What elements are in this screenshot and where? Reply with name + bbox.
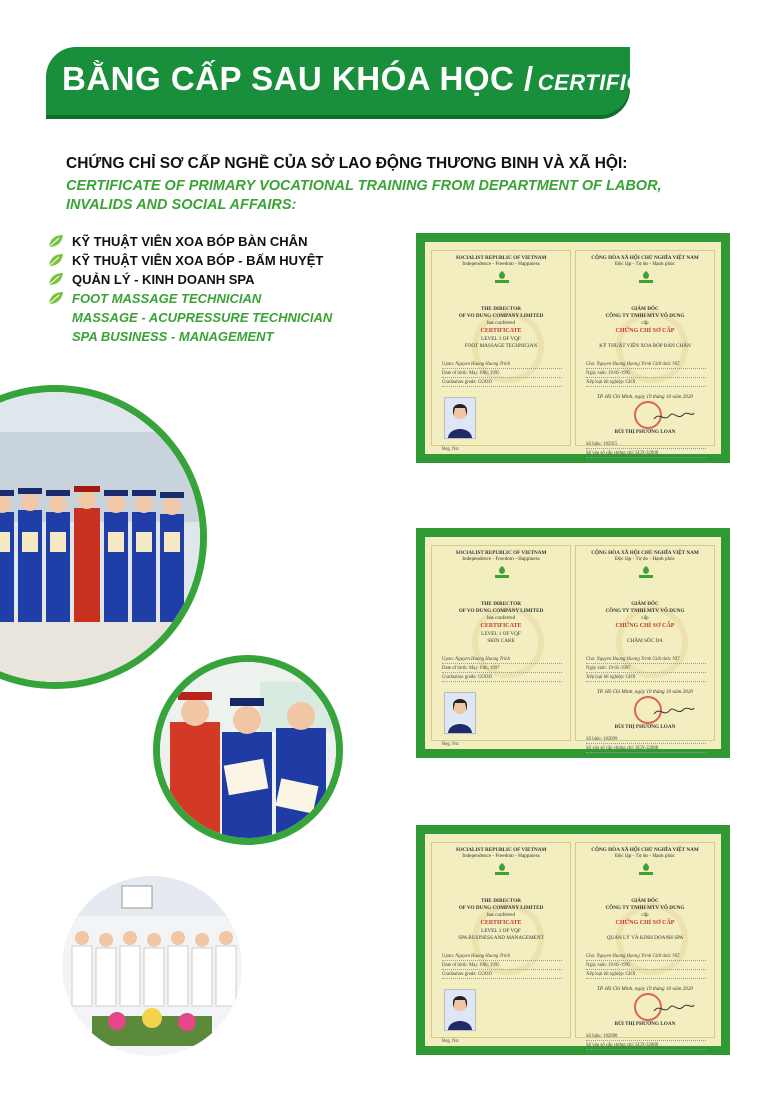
cert-director: THE DIRECTOR bbox=[480, 306, 522, 312]
cert-xep-loai: GIỎI bbox=[625, 675, 636, 680]
cert-upon-label: Upon: bbox=[442, 954, 454, 959]
graduates-holding-certificates-photo bbox=[160, 662, 336, 838]
cert-grade-label: Graduation grade: bbox=[442, 972, 477, 977]
cert-director: THE DIRECTOR bbox=[480, 601, 522, 607]
cert-xep-loai-field bbox=[586, 674, 706, 682]
cert-motto: Independence - Freedom - Happiness bbox=[462, 261, 540, 267]
list-item bbox=[48, 327, 332, 346]
cert-so-vao-so: SCN-32898 bbox=[635, 451, 659, 456]
cert-gender: NỮ bbox=[672, 657, 680, 662]
vodung-logo-icon bbox=[634, 270, 658, 284]
graduates-illustration bbox=[160, 662, 336, 838]
cert-grade-field bbox=[442, 674, 562, 682]
cert-country-vi: CỘNG HÒA XÃ HỘI CHỦ NGHĨA VIỆT NAM bbox=[591, 847, 699, 853]
cert-place-date: TP. Hồ Chí Minh, ngày 19 tháng 10 năm 2020 bbox=[596, 689, 694, 695]
cert-motto: Independence - Freedom - Happiness bbox=[462, 853, 540, 859]
cert-so-hieu: 182899 bbox=[603, 737, 618, 742]
cert-gender: NỮ bbox=[672, 362, 680, 367]
cert-so-hieu-field bbox=[586, 441, 706, 449]
signature-mark bbox=[652, 409, 696, 423]
list-item bbox=[48, 270, 332, 289]
cert-so-vao-so-field bbox=[586, 745, 706, 753]
cert-reg-field bbox=[442, 446, 562, 453]
cert-grade-label: Graduation grade: bbox=[442, 675, 477, 680]
page-title-vi: BẰNG CẤP SAU KHÓA HỌC bbox=[62, 60, 515, 97]
cert-cho-label: Cho: bbox=[586, 362, 596, 367]
cert-so-vao-so-label: Số vào sổ cấp chứng chỉ: bbox=[586, 451, 635, 456]
cert-place-date: TP. Hồ Chí Minh, ngày 19 tháng 10 năm 2020 bbox=[596, 394, 694, 400]
cert-level: LEVEL 1 OF VQF bbox=[481, 631, 521, 637]
cert-so-hieu: 182898 bbox=[603, 1034, 618, 1039]
cert-xep-loai-field bbox=[586, 379, 706, 387]
recipient-photo bbox=[444, 989, 476, 1031]
certificate-card bbox=[416, 825, 730, 1055]
cert-grade: GOOD bbox=[477, 972, 492, 977]
cert-company-vi: CÔNG TY TNHH MTV VÕ DUNG bbox=[605, 608, 685, 614]
cert-title-vi: CHỨNG CHỈ SƠ CẤP bbox=[615, 920, 675, 926]
cert-so-vao-so-label: Số vào sổ cấp chứng chỉ: bbox=[586, 746, 635, 751]
cert-cap: cấp bbox=[641, 320, 649, 326]
cert-gender-label: Giới tính: bbox=[652, 954, 672, 959]
leaf-icon bbox=[48, 253, 64, 267]
course-item-en: SPA BUSINESS - MANAGEMENT bbox=[72, 329, 274, 344]
recipient-portrait-icon bbox=[445, 693, 475, 733]
certificate-right-page bbox=[575, 250, 715, 456]
course-item-vi: QUẢN LÝ - KINH DOANH SPA bbox=[72, 272, 255, 287]
cert-so-hieu: 182915 bbox=[603, 442, 618, 447]
cert-director: THE DIRECTOR bbox=[480, 898, 522, 904]
cert-reg-label: Reg. No: bbox=[442, 742, 460, 747]
cert-conferred: has conferred bbox=[486, 320, 516, 326]
recipient-portrait-icon bbox=[445, 398, 475, 438]
cert-so-vao-so-field bbox=[586, 1042, 706, 1050]
cert-grade-label: Graduation grade: bbox=[442, 380, 477, 385]
cert-course-vi: KỸ THUẬT VIÊN XOA BÓP BÀN CHÂN bbox=[599, 343, 691, 349]
class-group-photo bbox=[62, 876, 242, 1056]
cert-company: OF VO DUNG COMPANY LIMITED bbox=[458, 905, 544, 911]
cert-so-hieu-label: Số hiệu: bbox=[586, 737, 602, 742]
signature-mark bbox=[652, 704, 696, 718]
cert-grade: GOOD bbox=[477, 380, 492, 385]
cert-cho-field bbox=[586, 361, 706, 369]
cert-gender: NỮ bbox=[672, 954, 680, 959]
vodung-logo-icon bbox=[490, 565, 514, 579]
cert-dob-vi: 19-05-1995 bbox=[608, 963, 631, 968]
cert-upon-field bbox=[442, 361, 562, 369]
vodung-logo-icon bbox=[634, 565, 658, 579]
cert-grade-field bbox=[442, 971, 562, 979]
cert-gender-label: Giới tính: bbox=[652, 657, 672, 662]
cert-cho-label: Cho: bbox=[586, 657, 596, 662]
cert-ngay-sinh-label: Ngày sinh: bbox=[586, 963, 607, 968]
cert-course-en: SPA BUSINESS AND MANAGEMENT bbox=[458, 935, 544, 941]
cert-cap: cấp bbox=[641, 912, 649, 918]
course-item-en: FOOT MASSAGE TECHNICIAN bbox=[72, 291, 262, 306]
cert-upon-field bbox=[442, 953, 562, 961]
certificate-paper bbox=[425, 834, 721, 1046]
cert-motto-vi: Độc lập - Tự do - Hạnh phúc bbox=[615, 853, 675, 859]
cert-title: CERTIFICATE bbox=[480, 623, 522, 629]
cert-dob-label: Date of birth: bbox=[442, 371, 468, 376]
cert-company: OF VO DUNG COMPANY LIMITED bbox=[458, 313, 544, 319]
vodung-logo-icon bbox=[634, 862, 658, 876]
certificate-paper bbox=[425, 242, 721, 454]
cert-so-vao-so-label: Số vào sổ cấp chứng chỉ: bbox=[586, 1043, 635, 1048]
certificate-card bbox=[416, 233, 730, 463]
cert-grade: GOOD bbox=[477, 675, 492, 680]
cert-so-vao-so-field bbox=[586, 450, 706, 458]
cert-recipient-name: Nguyen Huong Huong Trinh bbox=[455, 362, 510, 367]
cert-dob-field bbox=[442, 665, 562, 673]
signature-mark bbox=[652, 1001, 696, 1015]
cert-dob: May 19th, 1995 bbox=[469, 371, 500, 376]
certificate-left-page bbox=[431, 842, 571, 1044]
cert-dob: May 19th, 1997 bbox=[469, 666, 500, 671]
section-heading-en: CERTIFICATE OF PRIMARY VOCATIONAL TRAINING FROM DEPARTMENT OF LABOR, INVALIDS AND SOCIAL AFFAIRS: bbox=[66, 178, 662, 213]
cert-ngay-sinh-field bbox=[586, 370, 706, 378]
cert-director-vi: GIÁM ĐỐC bbox=[631, 306, 659, 312]
cert-course-en: SKIN CARE bbox=[487, 638, 515, 644]
cert-conferred: has conferred bbox=[486, 912, 516, 918]
cert-cap: cấp bbox=[641, 615, 649, 621]
leaf-icon bbox=[48, 272, 64, 286]
leaf-icon bbox=[48, 291, 64, 305]
cert-cho-field bbox=[586, 656, 706, 664]
cert-so-hieu-field bbox=[586, 736, 706, 744]
cert-dob-vi: 19-05-1995 bbox=[608, 371, 631, 376]
cert-company-vi: CÔNG TY TNHH MTV VÕ DUNG bbox=[605, 313, 685, 319]
certificate-card bbox=[416, 528, 730, 758]
certificate-left-page bbox=[431, 545, 571, 747]
cert-motto-vi: Độc lập - Tự do - Hạnh phúc bbox=[615, 261, 675, 267]
cert-cho-label: Cho: bbox=[586, 954, 596, 959]
cert-so-hieu-field bbox=[586, 1033, 706, 1041]
cert-recipient-name: Nguyen Huong Huong Trinh bbox=[455, 954, 510, 959]
vodung-logo-icon bbox=[490, 862, 514, 876]
cert-recipient-name: Nguyen Huong Huong Trinh bbox=[455, 657, 510, 662]
course-item-vi: KỸ THUẬT VIÊN XOA BÓP BÀN CHÂN bbox=[72, 234, 308, 249]
graduation-group-illustration bbox=[0, 392, 200, 682]
certificate-right-page bbox=[575, 545, 715, 751]
cert-reg-field bbox=[442, 1038, 562, 1045]
cert-dob-vi: 19-05-1997 bbox=[608, 666, 631, 671]
cert-course-vi: QUẢN LÝ VÀ KINH DOANH SPA bbox=[606, 935, 684, 941]
cert-xep-loai-label: Xếp loại tốt nghiệp: bbox=[586, 675, 625, 680]
course-list bbox=[48, 232, 332, 346]
course-item-vi: KỸ THUẬT VIÊN XOA BÓP - BẤM HUYỆT bbox=[72, 253, 324, 268]
cert-so-vao-so: SCN-32888 bbox=[635, 1043, 659, 1048]
cert-cho-field bbox=[586, 953, 706, 961]
cert-director-vi: GIÁM ĐỐC bbox=[631, 601, 659, 607]
cert-reg-field bbox=[442, 741, 562, 748]
cert-level: LEVEL 1 OF VQF bbox=[481, 336, 521, 342]
cert-recipient-name-vi: Nguyen Huong Huong Trinh bbox=[596, 657, 652, 662]
cert-country: SOCIALIST REPUBLIC OF VIETNAM bbox=[455, 255, 547, 261]
cert-company-vi: CÔNG TY TNHH MTV VÕ DUNG bbox=[605, 905, 685, 911]
cert-xep-loai-field bbox=[586, 971, 706, 979]
cert-country: SOCIALIST REPUBLIC OF VIETNAM bbox=[455, 550, 547, 556]
cert-course-en: FOOT MASSAGE TECHNICIAN bbox=[464, 343, 538, 349]
cert-so-hieu-label: Số hiệu: bbox=[586, 1034, 602, 1039]
cert-ngay-sinh-field bbox=[586, 665, 706, 673]
cert-dob-field bbox=[442, 962, 562, 970]
list-item bbox=[48, 251, 332, 270]
cert-so-vao-so: SCN-32888 bbox=[635, 746, 659, 751]
cert-signer: BÙI THỊ PHƯƠNG LOAN bbox=[614, 1021, 676, 1027]
certificate-right-page bbox=[575, 842, 715, 1048]
list-item bbox=[48, 232, 332, 251]
cert-title: CERTIFICATE bbox=[480, 920, 522, 926]
cert-country: SOCIALIST REPUBLIC OF VIETNAM bbox=[455, 847, 547, 853]
cert-dob: May 19th, 1995 bbox=[469, 963, 500, 968]
cert-motto: Independence - Freedom - Happiness bbox=[462, 556, 540, 562]
cert-xep-loai: GIỎI bbox=[625, 972, 636, 977]
page-title-en: CERTIFICATES bbox=[537, 70, 702, 95]
cert-upon-label: Upon: bbox=[442, 362, 454, 367]
cert-course-vi: CHĂM SÓC DA bbox=[627, 638, 663, 644]
leaf-icon bbox=[48, 234, 64, 248]
cert-company: OF VO DUNG COMPANY LIMITED bbox=[458, 608, 544, 614]
cert-country-vi: CỘNG HÒA XÃ HỘI CHỦ NGHĨA VIỆT NAM bbox=[591, 550, 699, 556]
list-item bbox=[48, 308, 332, 327]
cert-dob-label: Date of birth: bbox=[442, 963, 468, 968]
list-item bbox=[48, 289, 332, 308]
cert-xep-loai: GIỎI bbox=[625, 380, 636, 385]
cert-ngay-sinh-field bbox=[586, 962, 706, 970]
cert-upon-field bbox=[442, 656, 562, 664]
cert-country-vi: CỘNG HÒA XÃ HỘI CHỦ NGHĨA VIỆT NAM bbox=[591, 255, 699, 261]
cert-signer: BÙI THỊ PHƯƠNG LOAN bbox=[614, 724, 676, 730]
cert-recipient-name-vi: Nguyen Huong Huong Trinh bbox=[596, 362, 652, 367]
course-item-en: MASSAGE - ACUPRESSURE TECHNICIAN bbox=[72, 310, 333, 325]
vodung-logo-icon bbox=[490, 270, 514, 284]
cert-title: CERTIFICATE bbox=[480, 328, 522, 334]
cert-upon-label: Upon: bbox=[442, 657, 454, 662]
cert-motto-vi: Độc lập - Tự do - Hạnh phúc bbox=[615, 556, 675, 562]
cert-reg-label: Reg. No: bbox=[442, 1039, 460, 1044]
cert-ngay-sinh-label: Ngày sinh: bbox=[586, 666, 607, 671]
section-heading-vi: CHỨNG CHỈ SƠ CẤP NGHỀ CỦA SỞ LAO ĐỘNG THƯƠNG BINH VÀ XÃ HỘI: bbox=[66, 155, 628, 172]
cert-level: LEVEL 1 OF VQF bbox=[481, 928, 521, 934]
certificate-paper bbox=[425, 537, 721, 749]
cert-dob-field bbox=[442, 370, 562, 378]
recipient-portrait-icon bbox=[445, 990, 475, 1030]
cert-grade-field bbox=[442, 379, 562, 387]
page-title-separator: / bbox=[524, 60, 534, 97]
cert-gender-label: Giới tính: bbox=[652, 362, 672, 367]
class-illustration bbox=[62, 876, 242, 1056]
cert-ngay-sinh-label: Ngày sinh: bbox=[586, 371, 607, 376]
certificate-left-page bbox=[431, 250, 571, 452]
cert-signer: BÙI THỊ PHƯƠNG LOAN bbox=[614, 429, 676, 435]
cert-place-date: TP. Hồ Chí Minh, ngày 19 tháng 10 năm 2020 bbox=[596, 986, 694, 992]
cert-recipient-name-vi: Nguyen Huong Huong Trinh bbox=[596, 954, 652, 959]
cert-director-vi: GIÁM ĐỐC bbox=[631, 898, 659, 904]
cert-title-vi: CHỨNG CHỈ SƠ CẤP bbox=[615, 623, 675, 629]
cert-xep-loai-label: Xếp loại tốt nghiệp: bbox=[586, 972, 625, 977]
cert-reg-label: Reg. No: bbox=[442, 447, 460, 452]
graduation-group-photo bbox=[0, 392, 200, 682]
page-title bbox=[62, 60, 702, 98]
cert-conferred: has conferred bbox=[486, 615, 516, 621]
cert-so-hieu-label: Số hiệu: bbox=[586, 442, 602, 447]
cert-title-vi: CHỨNG CHỈ SƠ CẤP bbox=[615, 328, 675, 334]
cert-dob-label: Date of birth: bbox=[442, 666, 468, 671]
recipient-photo bbox=[444, 397, 476, 439]
cert-xep-loai-label: Xếp loại tốt nghiệp: bbox=[586, 380, 625, 385]
recipient-photo bbox=[444, 692, 476, 734]
